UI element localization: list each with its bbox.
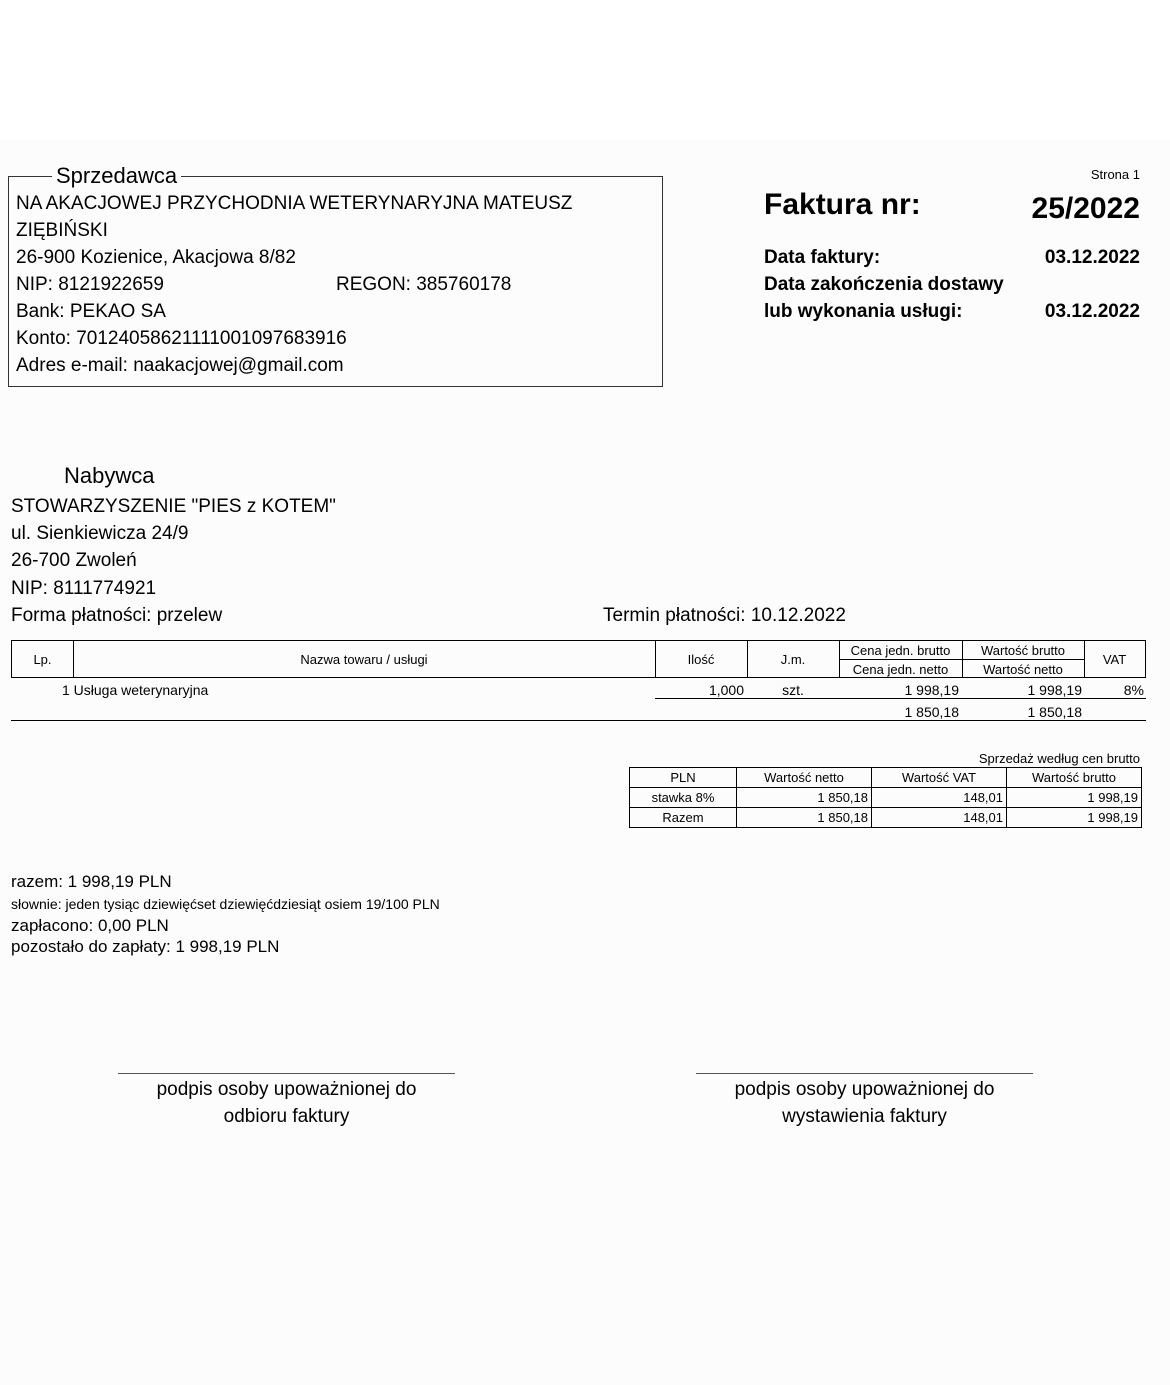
seller-name-line-1: NA AKACJOWEJ PRZYCHODNIA WETERYNARYJNA MATEUSZ <box>16 193 573 214</box>
item-unit-gross: 1 998,19 <box>904 682 959 698</box>
item-value-net: 1 850,18 <box>1027 704 1082 720</box>
paid-amount: zapłacono: 0,00 PLN <box>11 916 169 935</box>
signature-right-line-1: podpis osoby upoważnionej do <box>734 1079 995 1100</box>
remaining-amount: pozostało do zapłaty: 1 998,19 PLN <box>11 937 280 956</box>
summary-total-gross: 1 998,19 <box>1007 808 1142 828</box>
delivery-date-label-2: lub wykonania usługi: <box>764 301 963 322</box>
item-vat: 8% <box>1123 682 1144 698</box>
summary-header-vat: Wartość VAT <box>872 768 1007 788</box>
vat-summary-table <box>629 767 1142 828</box>
seller-account: Konto: 70124058621111001097683916 <box>16 328 347 349</box>
header-name: Nazwa towaru / usługi <box>300 652 428 667</box>
unit-underline <box>747 698 839 699</box>
buyer-nip: NIP: 8111774921 <box>11 578 157 599</box>
signature-line-right <box>696 1073 1033 1074</box>
seller-regon: REGON: 385760178 <box>336 274 512 295</box>
header-unit: J.m. <box>780 652 806 667</box>
item-unit: szt. <box>782 682 804 698</box>
header-value-gross: Wartość brutto <box>980 643 1066 658</box>
item-lp-name: 1 Usługa weterynaryjna <box>62 682 209 698</box>
seller-name-line-2: ZIĘBIŃSKI <box>16 220 108 241</box>
qty-underline <box>655 698 747 699</box>
summary-rate-gross: 1 998,19 <box>1007 788 1142 808</box>
summary-rate-label: stawka 8% <box>630 788 737 808</box>
summary-header-gross: Wartość brutto <box>1007 768 1142 788</box>
summary-total-label: Razem <box>630 808 737 828</box>
summary-total-net: 1 850,18 <box>737 808 872 828</box>
invoice-date-value: 03.12.2022 <box>1044 247 1140 268</box>
payment-form: Forma płatności: przelew <box>11 605 223 626</box>
summary-total-vat: 148,01 <box>872 808 1007 828</box>
page-number: Strona 1 <box>1090 167 1140 182</box>
total-in-words: słownie: jeden tysiąc dziewięćset dziewięćdziesiąt osiem 19/100 PLN <box>11 896 440 912</box>
header-qty: Ilość <box>687 652 715 667</box>
header-unit-gross: Cena jedn. brutto <box>850 643 951 658</box>
seller-email: Adres e-mail: naakacjowej@gmail.com <box>16 355 344 376</box>
delivery-date-label-1: Data zakończenia dostawy <box>764 274 1004 295</box>
signature-left-line-1: podpis osoby upoważnionej do <box>156 1079 417 1100</box>
header-unit-net: Cena jedn. netto <box>852 662 949 677</box>
signature-left-line-2: odbioru faktury <box>223 1106 350 1127</box>
invoice-number: 25/2022 <box>1031 192 1140 225</box>
summary-header-pln: PLN <box>630 768 737 788</box>
summary-rate-vat: 148,01 <box>872 788 1007 808</box>
item-value-gross: 1 998,19 <box>1027 682 1082 698</box>
item-qty: 1,000 <box>708 682 744 698</box>
invoice-title: Faktura nr: <box>764 188 921 221</box>
signature-right-line-2: wystawienia faktury <box>782 1106 947 1127</box>
item-unit-net: 1 850,18 <box>904 704 959 720</box>
header-value-net: Wartość netto <box>983 662 1063 677</box>
seller-legend: Sprzedawca <box>52 163 181 189</box>
header-vat: VAT <box>1102 652 1127 667</box>
buyer-name: STOWARZYSZENIE "PIES z KOTEM" <box>11 496 336 517</box>
total-amount: razem: 1 998,19 PLN <box>11 872 172 891</box>
seller-bank: Bank: PEKAO SA <box>16 301 166 322</box>
payment-due: Termin płatności: 10.12.2022 <box>603 605 846 626</box>
buyer-city: 26-700 Zwoleń <box>11 550 137 571</box>
summary-header-net: Wartość netto <box>737 768 872 788</box>
delivery-date-value: 03.12.2022 <box>1044 301 1140 322</box>
buyer-legend: Nabywca <box>64 463 155 488</box>
gross-underline <box>839 698 1146 699</box>
summary-row <box>630 788 1142 808</box>
summary-total-row <box>630 808 1142 828</box>
buyer-street: ul. Sienkiewicza 24/9 <box>11 523 189 544</box>
seller-nip: NIP: 8121922659 <box>16 274 164 295</box>
summary-header-row <box>630 768 1142 788</box>
summary-rate-net: 1 850,18 <box>737 788 872 808</box>
items-table-header <box>11 640 1146 678</box>
header-split <box>839 659 1084 660</box>
header-lp: Lp. <box>33 652 52 667</box>
signature-line-left <box>118 1073 455 1074</box>
seller-address: 26-900 Kozienice, Akacjowa 8/82 <box>16 247 296 268</box>
items-bottom-rule <box>11 720 1146 721</box>
invoice-date-label: Data faktury: <box>764 247 881 268</box>
summary-caption: Sprzedaż według cen brutto <box>978 751 1140 766</box>
